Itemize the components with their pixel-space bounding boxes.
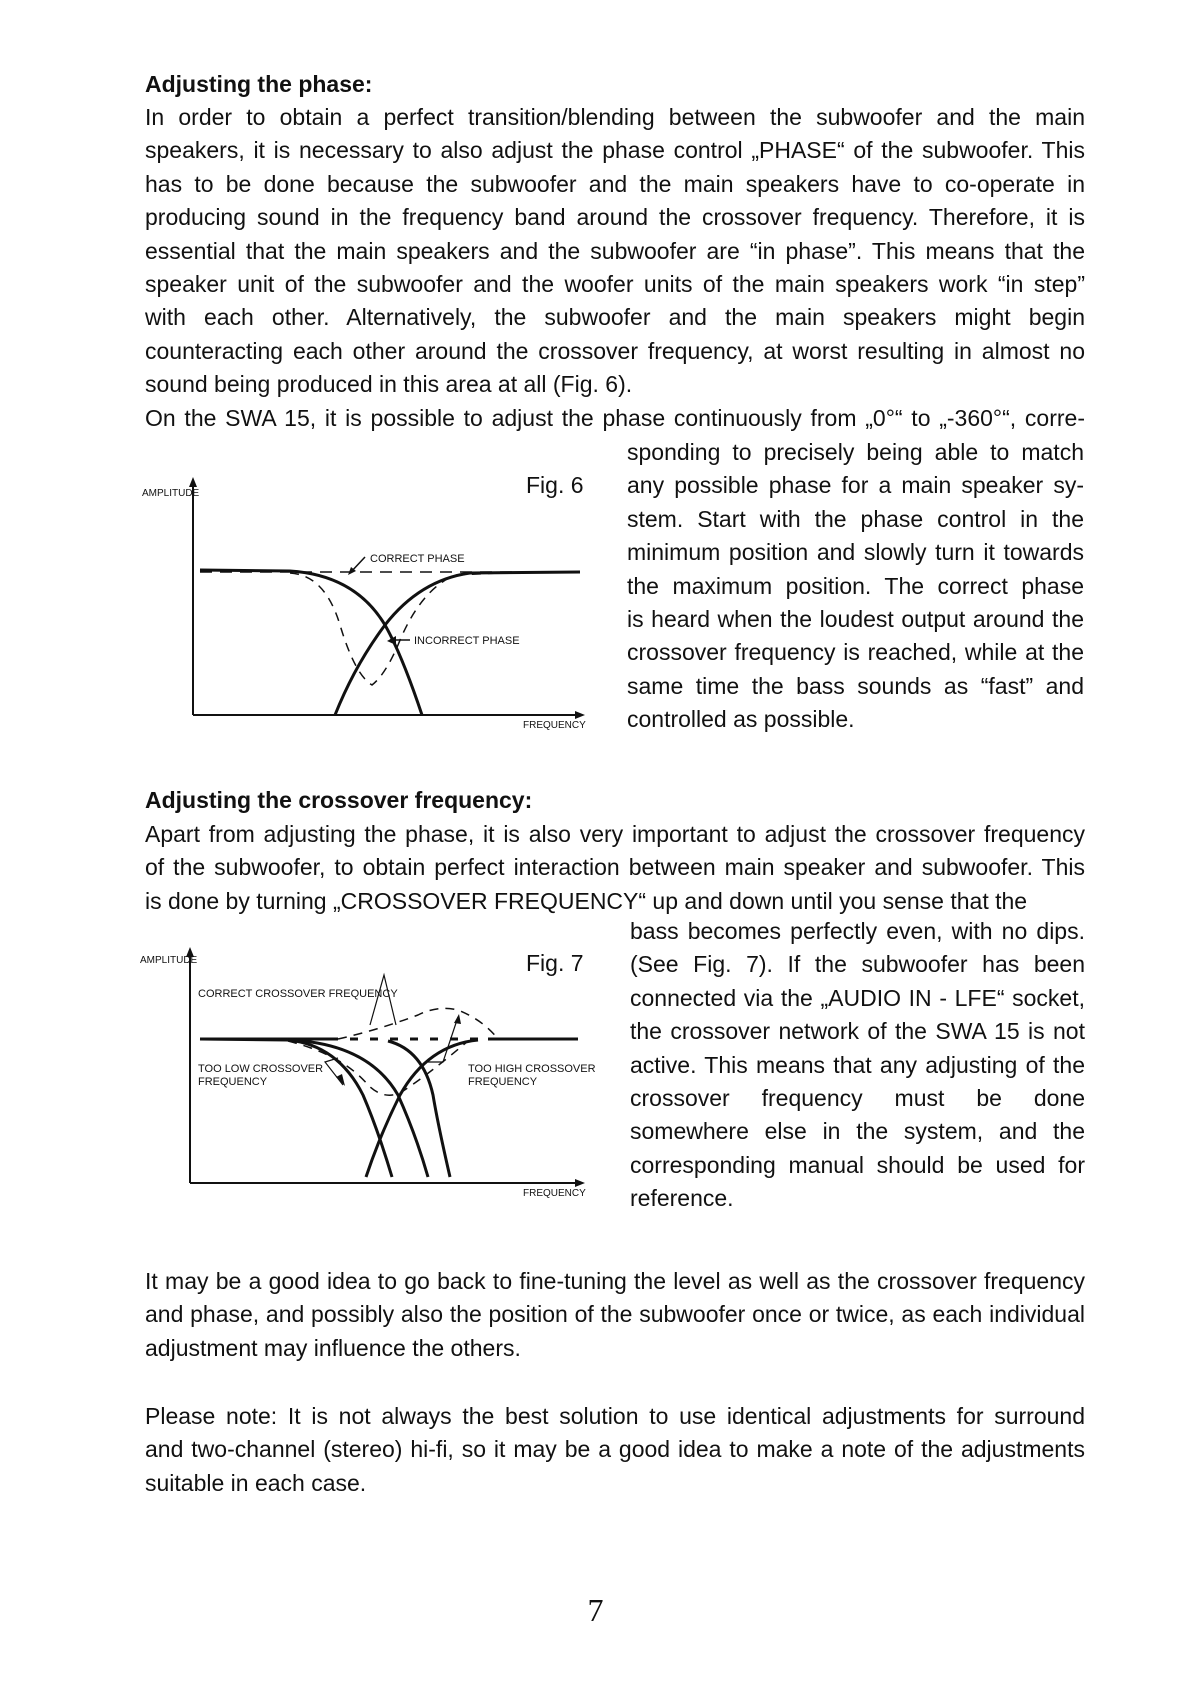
text-line: adjustment may influence the others. <box>145 1334 521 1361</box>
text-line: is done by turning „CROSSOVER FREQUENCY“ up and down until you sense that the <box>145 887 1028 914</box>
fig6-lowpass-curve <box>200 570 422 715</box>
fig7-too-high-label-2: FREQUENCY <box>468 1076 538 1088</box>
text-line: and two-channel (stereo) hi-fi, so it may be a good idea to make a note of the adjustments <box>145 1436 1085 1463</box>
fig6-diagram <box>140 475 600 735</box>
text-line: and phase, and possibly also the position of the subwoofer once or twice, as each individual <box>145 1301 1085 1328</box>
text-line: minimum position and slowly turn it towards <box>627 539 1084 566</box>
text-line: has to be done because the subwoofer and the main speakers have to co-operate in <box>145 170 1085 197</box>
fig7-correct-label: CORRECT CROSSOVER FREQUENCY <box>198 988 398 1000</box>
text-line: the crossover network of the SWA 15 is not <box>630 1018 1085 1045</box>
page-number: 7 <box>587 1592 604 1628</box>
fig7-correct-pointer <box>370 975 396 1025</box>
text-line: any possible phase for a main speaker sy- <box>627 472 1084 499</box>
heading-adjusting-phase: Adjusting the phase: <box>145 71 373 97</box>
text-line: (See Fig. 7). If the subwoofer has been <box>630 951 1085 978</box>
text-line: essential that the main speakers and the subwoofer are “in phase”. This means that the <box>145 237 1085 264</box>
text-line: is heard when the loudest output around the <box>627 606 1084 633</box>
text-line: bass becomes perfectly even, with no dips. <box>630 918 1085 944</box>
text-line: stem. Start with the phase control in the <box>627 505 1084 532</box>
text-line: counteracting each other around the crossover frequency, at worst resulting in almost no <box>145 337 1085 364</box>
crossover-side-paragraph <box>630 915 1085 1216</box>
fig6-y-arrow <box>189 477 197 487</box>
text-line: sponding to precisely being able to match <box>627 439 1084 465</box>
fig6-x-arrow <box>575 711 585 719</box>
text-line: of the subwoofer, to obtain perfect interaction between main speaker and subwoofer. This <box>145 854 1085 881</box>
fig6-incorrect-label: INCORRECT PHASE <box>414 635 520 647</box>
text-line: active. This means that any adjusting of the <box>630 1051 1085 1078</box>
fig7-too-low-label-1: TOO LOW CROSSOVER <box>198 1063 324 1075</box>
fig7-x-arrow <box>575 1179 585 1187</box>
fig7-peak-curve <box>338 1008 498 1039</box>
fig7-too-low-label-2: FREQUENCY <box>198 1076 268 1088</box>
fig7-too-high-arrowhead <box>454 1014 461 1024</box>
crossover-paragraph <box>145 818 1085 918</box>
fig7-lowpass-mid <box>288 1040 428 1177</box>
fig7-diagram <box>138 945 600 1205</box>
note-paragraph <box>145 1400 1085 1500</box>
text-line: It may be a good idea to go back to fine-tuning the level as well as the crossover frequency <box>145 1268 1085 1294</box>
text-line: connected via the „AUDIO IN - LFE“ socket, <box>630 984 1085 1011</box>
fig7-too-high-label-1: TOO HIGH CROSSOVER <box>468 1063 596 1075</box>
phase-paragraph <box>145 101 1085 435</box>
text-line: same time the bass sounds as “fast” and <box>627 672 1084 699</box>
fig6-x-axis-label: FREQUENCY <box>523 720 586 731</box>
text-line: the maximum position. The correct phase <box>627 572 1084 599</box>
text-line: On the SWA 15, it is possible to adjust the phase continuously from „0°“ to „-360°“, corre- <box>145 404 1085 431</box>
fig7-label: Fig. 7 <box>526 950 584 976</box>
text-line: crossover frequency must be done <box>630 1085 1085 1112</box>
text-line: In order to obtain a perfect transition/blending between the subwoofer and the main <box>145 104 1085 130</box>
text-line: reference. <box>630 1185 734 1212</box>
fig6-label: Fig. 6 <box>526 472 584 498</box>
text-line: corresponding manual should be used for <box>630 1151 1085 1178</box>
text-line: speakers, it is necessary to also adjust the phase control „PHASE“ of the subwoofer. This <box>145 137 1085 164</box>
text-line: suitable in each case. <box>145 1469 367 1496</box>
fig6-y-axis-label: AMPLITUDE <box>142 488 200 499</box>
fig7-too-low-arrowhead <box>336 1074 345 1086</box>
text-line: Please note: It is not always the best solution to use identical adjustments for surround <box>145 1403 1085 1429</box>
fig6-incorrect-phase-curve <box>290 573 500 685</box>
text-line: sound being produced in this area at all (Fig. 6). <box>145 371 633 398</box>
fig6-correct-label: CORRECT PHASE <box>370 553 465 565</box>
fig7-x-axis-label: FREQUENCY <box>523 1188 586 1199</box>
text-line: with each other. Alternatively, the subwoofer and the main speakers might begin <box>145 304 1085 331</box>
text-line: Apart from adjusting the phase, it is also very important to adjust the crossover frequency <box>145 821 1085 847</box>
text-line: somewhere else in the system, and the <box>630 1118 1085 1145</box>
heading-adjusting-crossover: Adjusting the crossover frequency: <box>145 787 533 813</box>
text-line: producing sound in the frequency band around the crossover frequency. Therefore, it is <box>145 204 1085 231</box>
text-line: controlled as possible. <box>627 706 855 733</box>
fine-tuning-paragraph <box>145 1265 1085 1365</box>
text-line: crossover frequency is reached, while at the <box>627 639 1084 666</box>
phase-side-paragraph <box>627 436 1084 737</box>
fig7-y-axis-label: AMPLITUDE <box>140 955 198 966</box>
text-line: speaker unit of the subwoofer and the woofer units of the main speakers work “in step” <box>145 271 1085 298</box>
